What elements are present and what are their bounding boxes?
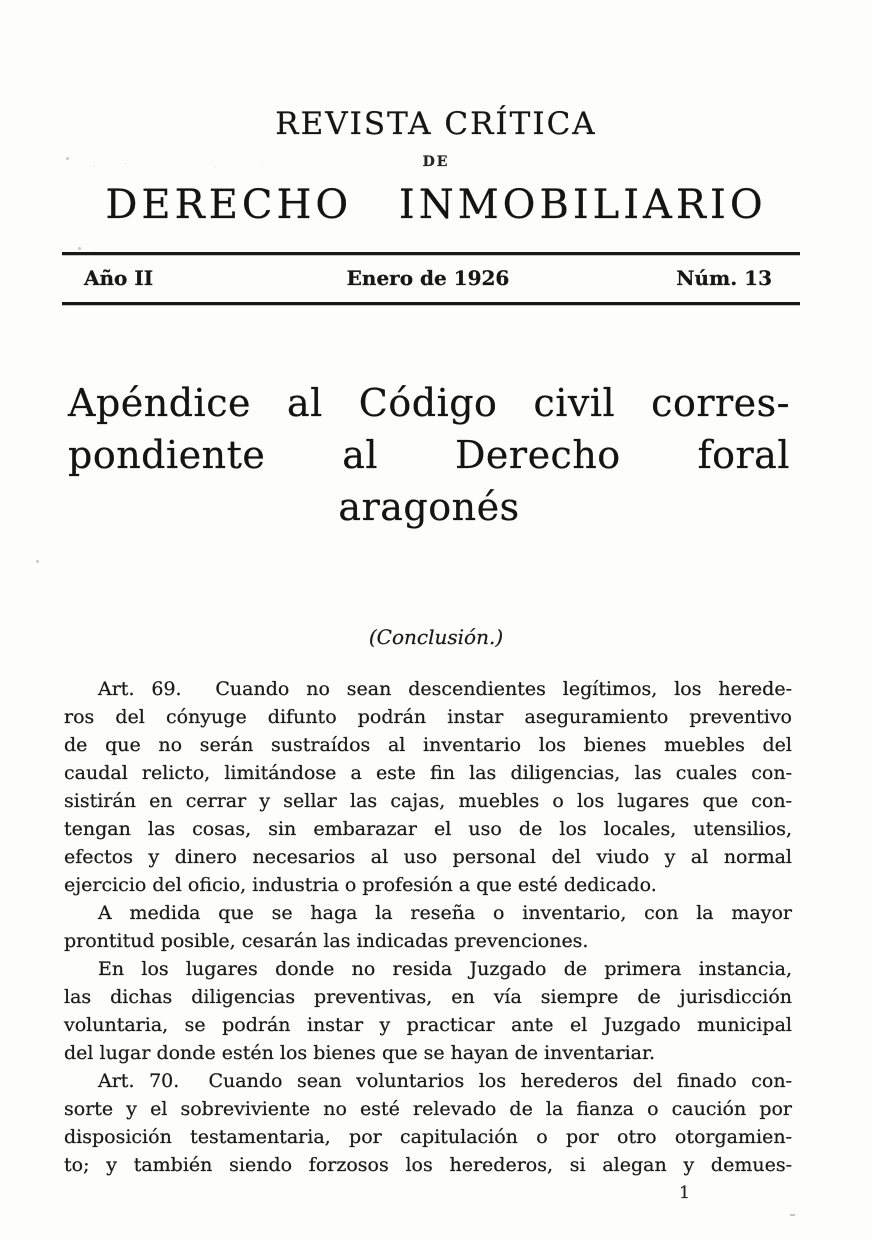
scan-speck (36, 560, 39, 563)
text-line: sistirán en cerrar y sellar las cajas, muebles o los lugares que con- (64, 790, 792, 812)
article-subtitle: (Conclusión.) (368, 625, 504, 649)
text-line: A medida que se haga la reseña o inventario, con la mayor (98, 902, 792, 924)
article-title-line: pondiente al Derecho foral (68, 433, 790, 477)
issue-row (62, 255, 800, 302)
paragraph (64, 955, 792, 1067)
masthead (0, 106, 872, 305)
text-line: Art. 70. Cuando sean voluntarios los herederos del finado con- (98, 1070, 792, 1092)
text-line: voluntaria, se podrán instar y practicar ante el Juzgado municipal (64, 1014, 792, 1036)
page-footer (64, 1183, 792, 1203)
text-line: En los lugares donde no resida Juzgado de primera instancia, (98, 958, 792, 980)
text-line: tengan las cosas, sin embarazar el uso de los locales, utensilios, (64, 818, 792, 840)
article-body (64, 675, 792, 1179)
article-title (68, 377, 790, 533)
text-line: efectos y dinero necesarios al uso personal del viudo y al normal (64, 846, 792, 868)
issue-year: Año II (84, 266, 154, 290)
text-line: las dichas diligencias preventivas, en vía siempre de jurisdicción (64, 986, 792, 1008)
article-title-line: aragonés (338, 485, 520, 529)
text-line: Art. 69. Cuando no sean descendientes legítimos, los herede- (98, 678, 792, 700)
paragraph (64, 675, 792, 899)
issue-number: Núm. 13 (676, 266, 772, 290)
scan-speck (78, 247, 81, 250)
scan-speck (790, 1214, 795, 1216)
journal-title-de: DE (422, 154, 450, 170)
scan-speck (66, 157, 69, 160)
text-line: sorte y el sobreviviente no esté relevado de la fianza o caución por (64, 1098, 792, 1120)
issue-date: Enero de 1926 (346, 266, 510, 290)
text-line: to; y también siendo forzosos los herederos, si alegan y demues- (64, 1154, 792, 1176)
paragraph (64, 1067, 792, 1179)
journal-title-main: DERECHO INMOBILIARIO (105, 182, 767, 228)
masthead-rule-bottom (62, 302, 800, 305)
text-line: prontitud posible, cesarán las indicadas prevenciones. (64, 930, 589, 952)
text-line: caudal relicto, limitándose a este fin las diligencias, las cuales con- (64, 762, 792, 784)
article-title-line: Apéndice al Código civil corres- (68, 381, 790, 425)
text-line: disposición testamentaria, por capitulación o por otro otorgamien- (64, 1126, 792, 1148)
journal-title-top: REVISTA CRÍTICA (275, 106, 597, 142)
paragraph (64, 899, 792, 955)
text-line: ros del cónyuge difunto podrán instar aseguramiento preventivo (64, 706, 792, 728)
text-line: del lugar donde estén los bienes que se hayan de inventariar. (64, 1042, 656, 1064)
page-number: 1 (679, 1183, 690, 1203)
text-line: de que no serán sustraídos al inventario los bienes muebles del (64, 734, 792, 756)
text-line: ejercicio del oficio, industria o profesión a que esté dedicado. (64, 874, 657, 896)
